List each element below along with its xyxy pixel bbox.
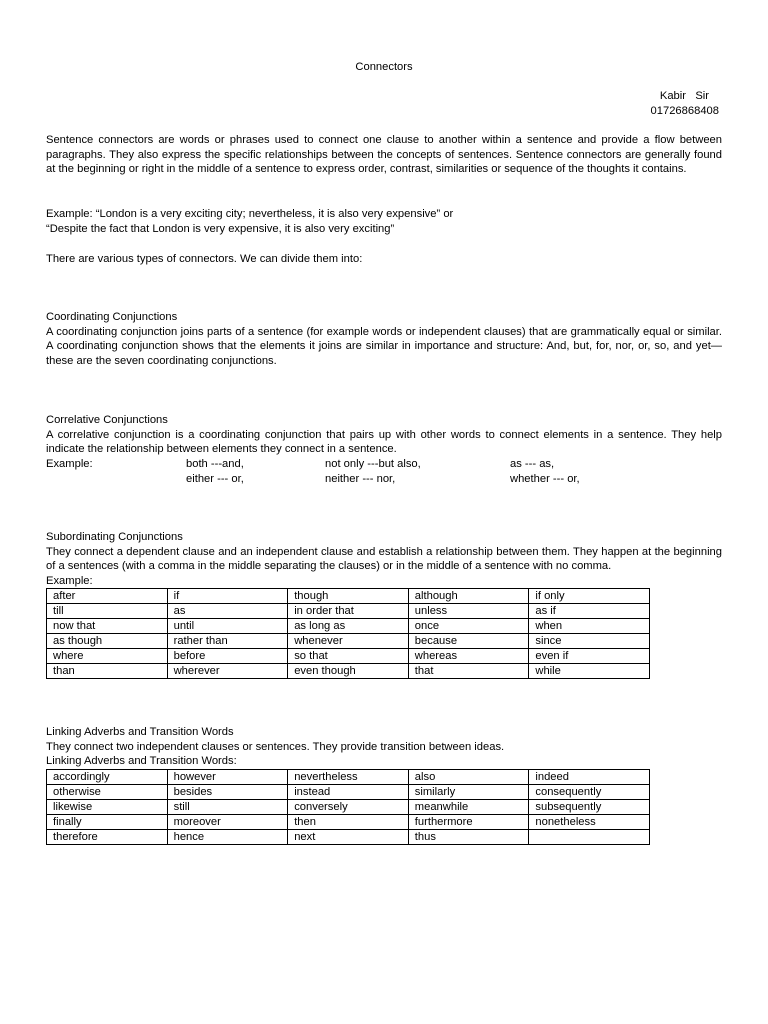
table-cell: nonetheless xyxy=(529,814,650,829)
subordinating-heading: Subordinating Conjunctions xyxy=(46,531,183,543)
table-cell: now that xyxy=(47,619,168,634)
author-name: Kabir Sir xyxy=(659,90,709,102)
table-cell xyxy=(529,829,650,844)
table-cell: as if xyxy=(529,604,650,619)
intro-paragraph: Sentence connectors are words or phrases used to connect one clause to another within a sentence and provide a flow between paragraphs. They also express the specific relationships between the concepts of sentences. Sentence connectors are generally found at the beginning or right in the middle of a sentence to express order, contrast, similarities or sequence of the thoughts it contains. xyxy=(46,134,722,176)
table-cell: since xyxy=(529,634,650,649)
table-cell: thus xyxy=(408,829,529,844)
table-row xyxy=(47,649,650,664)
table-cell: in order that xyxy=(288,604,409,619)
coordinating-body: A coordinating conjunction joins parts of a sentence (for example words or independent clauses) that are grammatically equal or similar. A coordinating conjunction shows that the elements it joins are similar in importance and structure: And, but, for, nor, or, so, and yet—these are the seven coordinating conjunctions. xyxy=(46,325,722,367)
document-title: Connectors xyxy=(355,61,413,73)
table-cell: though xyxy=(288,589,409,604)
correlative-pair: both ---and, xyxy=(186,457,244,470)
table-row xyxy=(47,769,650,784)
table-cell: subsequently xyxy=(529,799,650,814)
table-row xyxy=(47,814,650,829)
example-line-2: “Despite the fact that London is very expensive, it is also very exciting” xyxy=(46,222,395,235)
correlative-pair: not only ---but also, xyxy=(325,457,421,470)
correlative-example-label: Example: xyxy=(46,457,93,470)
table-cell: therefore xyxy=(47,829,168,844)
types-intro: There are various types of connectors. We can divide them into: xyxy=(46,253,363,265)
correlative-pair: neither --- nor, xyxy=(325,472,396,485)
table-cell: because xyxy=(408,634,529,649)
table-row xyxy=(47,664,650,679)
coordinating-section xyxy=(46,310,722,368)
table-cell: unless xyxy=(408,604,529,619)
linking-table xyxy=(46,769,650,845)
table-cell: meanwhile xyxy=(408,799,529,814)
table-cell: when xyxy=(529,619,650,634)
table-cell: as xyxy=(167,604,288,619)
table-cell: next xyxy=(288,829,409,844)
table-cell: while xyxy=(529,664,650,679)
table-cell: as long as xyxy=(288,619,409,634)
subordinating-example-label: Example: xyxy=(46,574,93,587)
table-cell: so that xyxy=(288,649,409,664)
table-cell: before xyxy=(167,649,288,664)
table-row xyxy=(47,589,650,604)
table-cell: hence xyxy=(167,829,288,844)
table-cell: even if xyxy=(529,649,650,664)
table-cell: than xyxy=(47,664,168,679)
example-section xyxy=(46,207,722,236)
correlative-pair: either --- or, xyxy=(186,472,244,485)
table-cell: even though xyxy=(288,664,409,679)
table-row xyxy=(47,619,650,634)
correlative-body: A correlative conjunction is a coordinating conjunction that pairs up with other words to connect elements in a sentence. They help indicate the relationship between elements they connect in a sentence. xyxy=(46,428,722,456)
linking-section xyxy=(46,725,722,845)
author-phone: 01726868408 xyxy=(650,104,719,117)
coordinating-heading: Coordinating Conjunctions xyxy=(46,311,178,323)
table-cell: as though xyxy=(47,634,168,649)
table-cell: also xyxy=(408,769,529,784)
correlative-pair: whether --- or, xyxy=(510,472,580,485)
table-cell: that xyxy=(408,664,529,679)
table-cell: nevertheless xyxy=(288,769,409,784)
table-row xyxy=(47,604,650,619)
correlative-heading: Correlative Conjunctions xyxy=(46,414,168,426)
linking-label: Linking Adverbs and Transition Words: xyxy=(46,755,237,768)
table-cell: finally xyxy=(47,814,168,829)
table-cell: besides xyxy=(167,784,288,799)
table-row xyxy=(47,799,650,814)
table-cell: once xyxy=(408,619,529,634)
table-cell: rather than xyxy=(167,634,288,649)
linking-heading: Linking Adverbs and Transition Words xyxy=(46,726,234,738)
correlative-section xyxy=(46,413,722,487)
linking-body: They connect two independent clauses or sentences. They provide transition between ideas. xyxy=(46,740,505,753)
table-cell: after xyxy=(47,589,168,604)
table-cell: likewise xyxy=(47,799,168,814)
table-cell: accordingly xyxy=(47,769,168,784)
table-cell: until xyxy=(167,619,288,634)
correlative-pair: as --- as, xyxy=(510,457,555,470)
table-cell: similarly xyxy=(408,784,529,799)
table-row xyxy=(47,829,650,844)
table-cell: till xyxy=(47,604,168,619)
subordinating-table xyxy=(46,588,650,679)
table-cell: consequently xyxy=(529,784,650,799)
intro-section xyxy=(46,133,722,177)
table-cell: if only xyxy=(529,589,650,604)
author-block xyxy=(651,89,719,118)
table-row xyxy=(47,784,650,799)
table-cell: however xyxy=(167,769,288,784)
table-cell: otherwise xyxy=(47,784,168,799)
table-cell: then xyxy=(288,814,409,829)
subordinating-body: They connect a dependent clause and an independent clause and establish a relationship between them. They happen at the beginning of a sentences (with a comma in the middle separating the clauses) or in the middle of a sentence with no comma. xyxy=(46,545,722,573)
table-cell: instead xyxy=(288,784,409,799)
table-cell: if xyxy=(167,589,288,604)
table-cell: although xyxy=(408,589,529,604)
table-cell: conversely xyxy=(288,799,409,814)
table-cell: whereas xyxy=(408,649,529,664)
correlative-examples xyxy=(46,457,722,487)
table-cell: wherever xyxy=(167,664,288,679)
example-line-1: Example: “London is a very exciting city; nevertheless, it is also very expensive” or xyxy=(46,208,454,220)
types-intro-section xyxy=(46,252,722,267)
table-cell: furthermore xyxy=(408,814,529,829)
table-cell: indeed xyxy=(529,769,650,784)
table-cell: moreover xyxy=(167,814,288,829)
table-cell: whenever xyxy=(288,634,409,649)
table-cell: still xyxy=(167,799,288,814)
subordinating-section xyxy=(46,530,722,679)
table-row xyxy=(47,634,650,649)
table-cell: where xyxy=(47,649,168,664)
